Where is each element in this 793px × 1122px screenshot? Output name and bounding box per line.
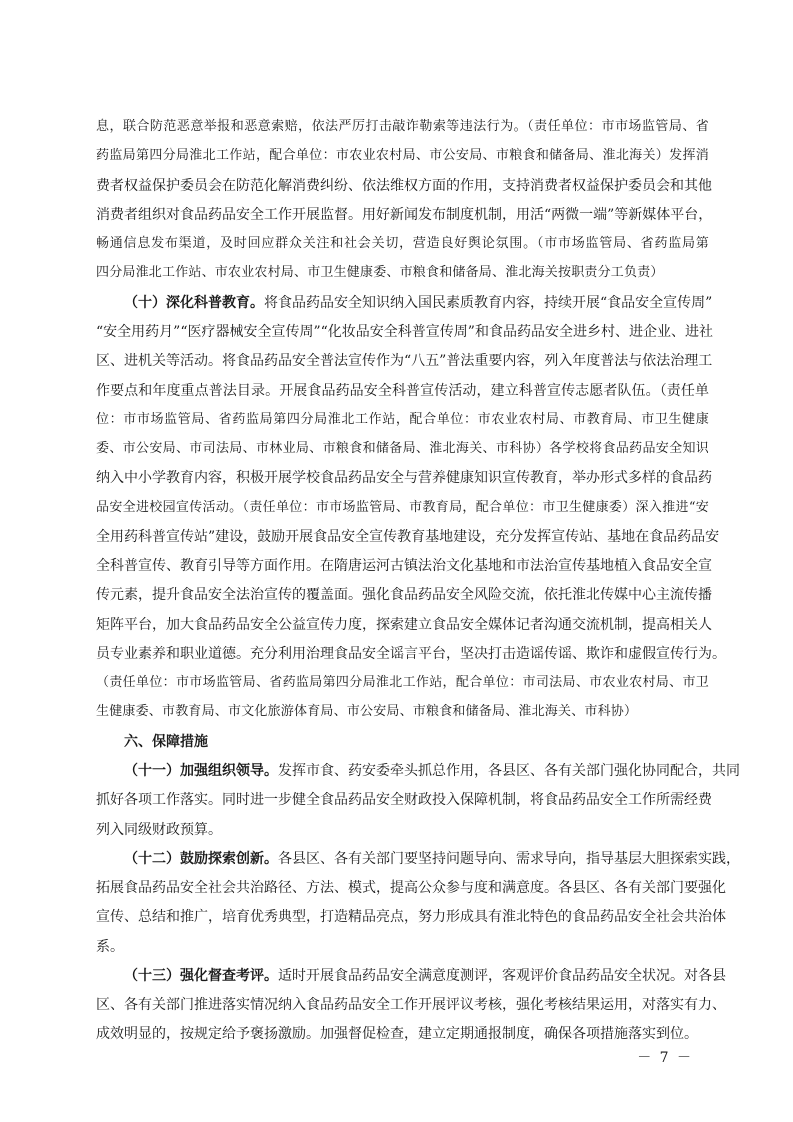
paragraph-line: 畅通信息发布渠道，及时回应群众关注和社会关切，营造良好舆论氛围。（市市场监管局、省药监局第	[96, 236, 709, 251]
paragraph-line: 成效明显的，按规定给予褒扬激励。加强督促检查，建立定期通报制度，确保各项措施落实到位。	[96, 1026, 698, 1042]
paragraph-line: （十二）鼓励探索创新。各县区、各有关部门要坚持问题导向、需求导向，指导基层大胆探索实践，	[124, 851, 740, 867]
paragraph-line: 区、各有关部门推进落实情况纳入食品药品安全工作开展评议考核，强化考核结果运用，对落实有力、	[96, 997, 726, 1013]
section-title: 六、保障措施	[124, 734, 208, 750]
paragraph-line: 委、市公安局、市司法局、市林业局、市粮食和储备局、淮北海关、市科协）各学校将食品药品安全知识	[96, 441, 709, 456]
paragraph-line: 员专业素养和职业道德。充分利用治理食品安全谣言平台，坚决打击造谣传谣、欺诈和虚假宣传行为。	[96, 646, 726, 662]
heading-13: （十三）强化督查考评。	[124, 968, 278, 984]
paragraph-line: 息，联合防范恶意举报和恶意索赔，依法严厉打击敲诈勒索等违法行为。（责任单位：市市场监管局、省	[96, 119, 709, 134]
paragraph-line: 消费者组织对食品药品安全工作开展监督。用好新闻发布制度机制，用活“两微一端”等新媒体平台，	[96, 207, 713, 223]
paragraph-line: 全用药科普宣传站”建设，鼓励开展食品安全宣传教育基地建设，充分发挥宣传站、基地在食品药品安	[96, 529, 720, 545]
paragraph-line: （十三）强化督查考评。适时开展食品药品安全满意度测评，客观评价食品药品安全状况。对各县	[124, 968, 726, 984]
paragraph-line: （十一）加强组织领导。发挥市食、药安委牵头抓总作用，各县区、各有关部门强化协同配合，共同	[124, 763, 740, 779]
paragraph-line: 全科普宣传、教育引导等方面作用。在隋唐运河古镇法治文化基地和市法治宣传基地植入食品安全宣	[96, 558, 712, 574]
paragraph-line: （责任单位：市市场监管局、省药监局第四分局淮北工作站，配合单位：市司法局、市农业农村局、市卫	[96, 675, 709, 690]
paragraph-line: 四分局淮北工作站、市农业农村局、市卫生健康委、市粮食和储备局、淮北海关按职责分工负责）	[96, 265, 664, 280]
paragraph-line: 位：市市场监管局、省药监局第四分局淮北工作站，配合单位：市农业农村局、市教育局、市卫生健康	[96, 412, 709, 427]
paragraph-line: 拓展食品药品安全社会共治路径、方法、模式，提高公众参与度和满意度。各县区、各有关部门要强化	[96, 880, 726, 896]
paragraph-line: 区、进机关等活动。将食品药品安全普法宣传作为“八五”普法重要内容，列入年度普法与依法治理工	[96, 353, 713, 369]
paragraph-line: 列入同级财政预算。	[96, 822, 222, 838]
paragraph-line: 费者权益保护委员会在防范化解消费纠纷、依法维权方面的作用，支持消费者权益保护委员会和其他	[96, 178, 712, 194]
paragraph-line: 传元素，提升食品安全法治宣传的覆盖面。强化食品药品安全风险交流，依托淮北传媒中心主流传播	[96, 587, 712, 603]
paragraph-line: 作要点和年度重点普法目录。开展食品药品安全科普宣传活动，建立科普宣传志愿者队伍。（责任单	[96, 383, 709, 399]
paragraph-line: 生健康委、市教育局、市文化旅游体育局、市公安局、市粮食和储备局、淮北海关、市科协）	[96, 704, 638, 719]
paragraph-line: 药监局第四分局淮北工作站，配合单位：市农业农村局、市公安局、市粮食和储备局、淮北海关）发挥消	[96, 148, 709, 163]
paragraph-line: 宣传、总结和推广，培育优秀典型，打造精品亮点，努力形成具有淮北特色的食品药品安全社会共治体	[96, 909, 726, 925]
paragraph-line: 纳入中小学教育内容，积极开展学校食品药品安全与营养健康知识宣传教育，举办形式多样的食品药	[96, 470, 712, 486]
paragraph-line: 系。	[96, 939, 124, 955]
heading-10: （十）深化科普教育。	[124, 295, 264, 311]
paragraph-line: 抓好各项工作落实。同时进一步健全食品药品安全财政投入保障机制，将食品药品安全工作所需经费	[96, 792, 712, 808]
page-number: － 7 －	[637, 1050, 693, 1066]
paragraph-line: “安全用药月”“医疗器械安全宣传周”“化妆品安全科普宣传周”和食品药品安全进乡村、进企业、进社	[96, 324, 713, 340]
paragraph-line: 品安全进校园宣传活动。（责任单位：市市场监管局、市教育局，配合单位：市卫生健康委）深入推进“安	[96, 500, 709, 515]
heading-11: （十一）加强组织领导。	[124, 763, 278, 779]
paragraph-line: 矩阵平台，加大食品药品安全公益宣传力度，探索建立食品安全媒体记者沟通交流机制，提高相关人	[96, 617, 712, 633]
heading-12: （十二）鼓励探索创新。	[124, 851, 278, 867]
paragraph-line: （十）深化科普教育。将食品药品安全知识纳入国民素质教育内容，持续开展“食品安全宣传周”	[124, 295, 713, 311]
